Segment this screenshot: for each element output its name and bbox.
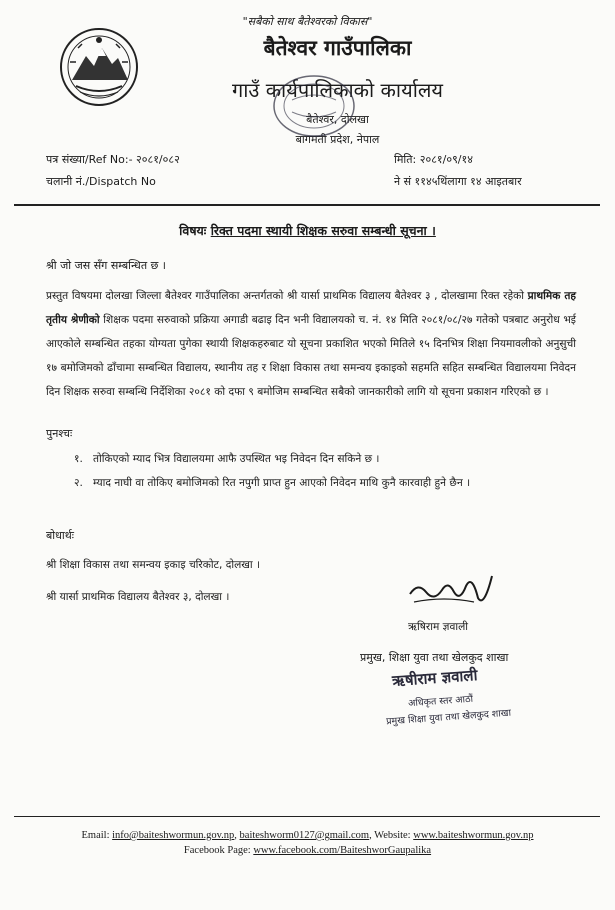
subject [0,222,615,239]
footer-contact: Email: info@baiteshwormun.gov.np, baiteshworm0127@gmail.com, Website: www.baiteshwormun.gov.np [81,830,534,841]
postscript-item: १. तोकिएको म्याद भित्र विद्यालयमा आफै उपस्थित भइ निवेदन दिन सकिने छ । [74,453,380,465]
nepal-era-date: ने सं ११४५थिंलागा १४ आइतबार [394,175,522,188]
body-paragraph: प्रस्तुत विषयमा दोलखा जिल्ला बैतेश्वर गाउँपालिका अन्तर्गतको श्री यार्सा प्राथमिक विद्यालय बैतेश्वर ३ , दोलखामा रिक्त रहेको प्राथमिक तह तृतीय श्रेणीको शिक्षक पदमा सरुवाको प्रक्रिया अगाडी बढाइ दिन भनी विद्यालयको च. नं. १४ मिति २०८१/०८/२७ गतेको पत्रबाट अनुरोध भई आएकोले सम्बन्धित तहका योग्यता पुगेका स्थायी शिक्षकहरुबाट यो सूचना प्रकाशित भएको मितिले १५ दिनभित्र शिक्षा नियमावलीको अनुसुची १७ बमोजिमको ढाँचामा सम्बन्धित विद्यालय, स्थानीय तह र शिक्षा विकास तथा समन्वय इकाइको सहमति सहित सम्बन्धित विद्यालयमा निवेदन दिन शिक्षक सरुवा सम्बन्धि निर्देशिका २०८१ को दफा ९ बमोजिम सम्बन्धित सबैको जानकारीको लागि यो सूचना प्रकाशन गरिएको छ । [46,290,576,398]
nepal-emblem-icon [58,26,140,108]
signatory-designation: प्रमुख, शिक्षा युवा तथा खेलकुद शाखा [360,651,509,664]
footer-divider [14,816,600,817]
cc-item: श्री यार्सा प्राथमिक विद्यालय बैतेश्वर ३, दोलखा । [46,591,230,603]
email-link[interactable]: info@baiteshwormun.gov.np [112,830,235,841]
subject-text: रिक्त पदमा स्थायी शिक्षक सरुवा सम्बन्धी सूचना । [210,223,436,238]
body-bold-phrase: प्राथमिक तह तृतीय श्रेणीको [46,290,576,326]
footer-facebook: Facebook Page: www.facebook.com/BaiteshworGaupalika [183,845,432,856]
signature-icon [404,568,498,612]
office-subtitle: गाउँ कार्यपालिकाको कार्यालय [231,78,444,102]
signatory-stamp: ऋषीराम ज्ञवाली अधिकृत स्तर आठौं प्रमुख शिक्षा युवा तथा खेलकुद शाखा [385,666,512,728]
salutation: श्री जो जस सँग सम्बन्धित छ । [46,259,166,272]
signatory-name: ऋषिराम ज्ञवाली [408,621,469,633]
office-province: बागमती प्रदेश, नेपाल [295,133,380,146]
header-divider [14,204,600,206]
dispatch-number: चलानी नं./Dispatch No [46,175,156,188]
office-location: बैतेश्वर, दोलखा [306,113,369,126]
website-link[interactable]: www.baiteshwormun.gov.np [413,830,534,841]
cc-item: श्री शिक्षा विकास तथा समन्वय इकाइ चरिकोट, दोलखा । [46,559,261,571]
postscript-item: २. म्याद नाघी वा तोकिए बमोजिमको रित नपुगी प्राप्त हुन आएको निवेदन माथि कुनै कारवाही हुने छैन । [74,477,471,489]
facebook-link[interactable]: www.facebook.com/BaiteshworGaupalika [253,845,432,856]
office-title: बैतेश्वर गाउँपालिका [263,36,412,60]
ref-number: पत्र संख्या/Ref No:- २०८१/०८२ [46,153,180,166]
email-link-2[interactable]: baiteshworm0127@gmail.com [239,830,370,841]
subject-label: विषयः [179,223,207,238]
postscript-label: पुनश्चः [46,427,73,440]
cc-label: बोधार्थः [46,529,74,542]
date: मिति: २०८१/०९/१४ [394,153,473,166]
slogan: "सबैको साथ बैतेश्वरको विकास" [242,15,373,28]
office-stamp-icon [268,70,360,142]
